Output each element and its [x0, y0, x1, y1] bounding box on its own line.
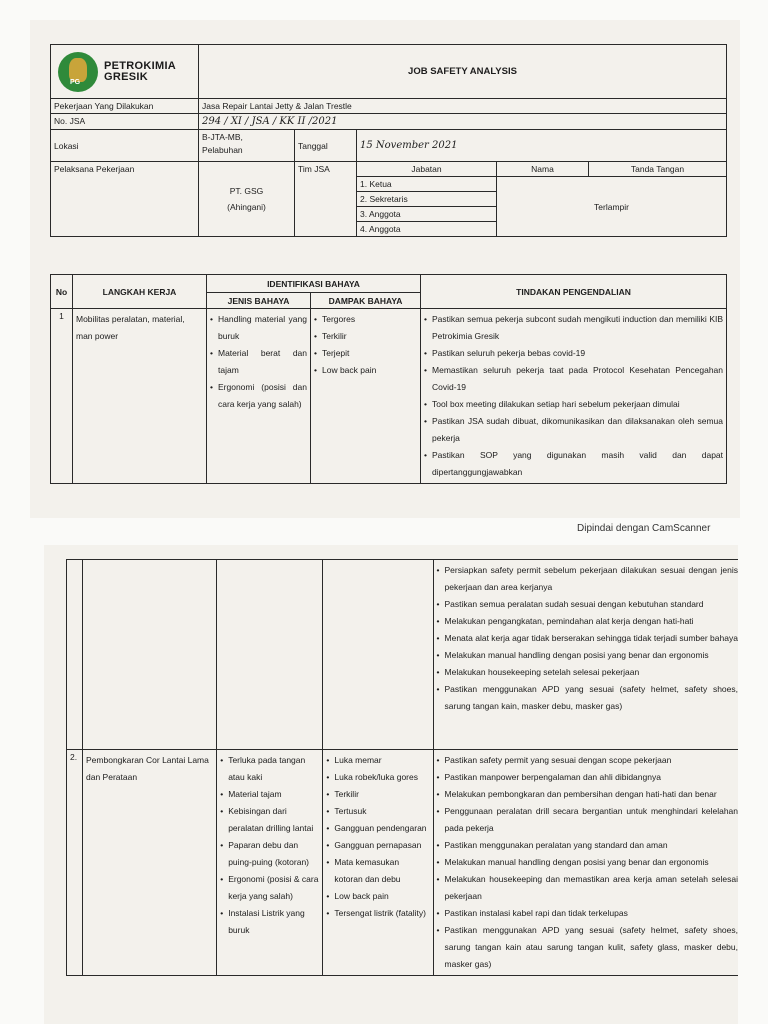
list-item: • Menata alat kerja agar tidak berserakan sehingga tidak terjadi sumber bahaya [437, 630, 738, 647]
terlampir-text: Terlampir [497, 177, 727, 237]
langkah-kerja: Mobilitas peralatan, material, man power [73, 309, 207, 484]
col-no-header: No [51, 275, 73, 309]
tindakan-cell [433, 750, 738, 976]
list-item: • Tergores [314, 311, 417, 328]
role-ketua: 1. Ketua [357, 177, 497, 192]
list-item: • Melakukan manual handling dengan posisi yang benar dan ergonomis [437, 854, 738, 871]
list-item: • Instalasi Listrik yang buruk [220, 905, 319, 939]
tindakan-cell [433, 560, 738, 750]
list-item: • Ergonomi (posisi & cara kerja yang salah) [220, 871, 319, 905]
table-row [67, 560, 739, 750]
document-title: JOB SAFETY ANALYSIS [199, 45, 727, 99]
list-item: • Pastikan instalasi kabel rapi dan tidak terkelupas [437, 905, 738, 922]
list-item: • Luka memar [326, 752, 429, 769]
list-item: • Pastikan seluruh pekerja bebas covid-19 [424, 345, 723, 362]
list-item: • Kebisingan dari peralatan drilling lantai [220, 803, 319, 837]
list-item: • Material berat dan tajam [210, 345, 307, 379]
col-dampak-header: DAMPAK BAHAYA [311, 293, 421, 309]
scanned-page-1 [30, 20, 740, 518]
list-item: • Melakukan housekeeping setelah selesai pekerjaan [437, 664, 738, 681]
list-item: • Ergonomi (posisi dan cara kerja yang salah) [210, 379, 307, 413]
jsa-steps-table-continued [66, 559, 738, 976]
list-item: • Gangguan pendengaran [326, 820, 429, 837]
list-item: • Persiapkan safety permit sebelum pekerjaan dilakukan sesuai dengan jenis pekerjaan dan area kerjanya [437, 562, 738, 596]
role-anggota-1: 3. Anggota [357, 207, 497, 222]
tanggal-label: Tanggal [295, 130, 357, 162]
tim-jsa-label: Tim JSA [295, 162, 357, 237]
list-item: • Low back pain [314, 362, 417, 379]
list-item: • Pastikan safety permit yang sesuai dengan scope pekerjaan [437, 752, 738, 769]
row-number: 2. [67, 750, 83, 976]
lokasi-value [199, 130, 295, 162]
lokasi-value-line2: Pelabuhan [202, 145, 243, 155]
list-item: • Pastikan manpower berpengalaman dan ahli dibidangnya [437, 769, 738, 786]
pelaksana-person: (Ahingani) [227, 202, 266, 212]
col-jenis-header: JENIS BAHAYA [207, 293, 311, 309]
pelaksana-label: Pelaksana Pekerjaan [51, 162, 199, 237]
list-item: • Pastikan semua pekerja subcont sudah mengikuti induction dan memiliki KIB Petrokimia Gresik [424, 311, 723, 345]
tanggal-value: 15 November 2021 [357, 130, 727, 162]
pekerjaan-label: Pekerjaan Yang Dilakukan [51, 99, 199, 114]
jabatan-header: Jabatan [357, 162, 497, 177]
list-item: • Pastikan SOP yang digunakan masih valid dan dapat dipertanggungjawabkan [424, 447, 723, 481]
list-item: • Memastikan seluruh pekerja taat pada Protocol Kesehatan Pencegahan Covid-19 [424, 362, 723, 396]
list-item: • Pastikan semua peralatan sudah sesuai dengan kebutuhan standard [437, 596, 738, 613]
col-langkah-header: LANGKAH KERJA [73, 275, 207, 309]
role-anggota-2: 4. Anggota [357, 222, 497, 237]
list-item: • Terjepit [314, 345, 417, 362]
lokasi-label: Lokasi [51, 130, 199, 162]
no-jsa-value: 294 / XI / JSA / KK II /2021 [199, 114, 727, 130]
list-item: • Terkilir [326, 786, 429, 803]
scanned-page-2 [44, 545, 738, 1024]
pelaksana-company: PT. GSG [229, 186, 264, 196]
jenis-bahaya-cell [217, 750, 323, 976]
list-item: • Pastikan menggunakan APD yang sesuai (safety helmet, safety shoes, sarung tangan kain atau sarung tangan kulit, safety glass, masker debu, masker gas) [437, 922, 738, 973]
dampak-bahaya-cell [323, 750, 433, 976]
jenis-bahaya-empty [217, 560, 323, 750]
table-row [51, 309, 727, 484]
list-item: • Melakukan housekeeping dan memastikan area kerja aman setelah selesai pekerjaan [437, 871, 738, 905]
nama-header: Nama [497, 162, 589, 177]
dampak-bahaya-cell [311, 309, 421, 484]
row-number: 1 [51, 309, 73, 484]
pelaksana-value [199, 162, 295, 237]
company-name-line1: PETROKIMIA [104, 59, 177, 72]
list-item: • Melakukan manual handling dengan posisi yang benar dan ergonomis [437, 647, 738, 664]
list-item: • Material tajam [220, 786, 319, 803]
col-tindakan-header: TINDAKAN PENGENDALIAN [421, 275, 727, 309]
list-item: • Terluka pada tangan atau kaki [220, 752, 319, 786]
company-name-line2: GRESIK [104, 70, 148, 83]
list-item: • Penggunaan peralatan drill secara bergantian untuk menghindari kelelahan pada pekerja [437, 803, 738, 837]
list-item: • Pastikan menggunakan APD yang sesuai (safety helmet, safety shoes, sarung tangan kain, masker debu, masker gas) [437, 681, 738, 715]
list-item: • Paparan debu dan puing-puing (kotoran) [220, 837, 319, 871]
list-item: • Tool box meeting dilakukan setiap hari sebelum pekerjaan dimulai [424, 396, 723, 413]
jsa-header-table [50, 44, 727, 237]
jsa-steps-table [50, 274, 727, 484]
list-item: • Pastikan JSA sudah dibuat, dikomunikasikan dan dilaksanakan oleh semua pekerja [424, 413, 723, 447]
role-sekretaris: 2. Sekretaris [357, 192, 497, 207]
list-item: • Low back pain [326, 888, 429, 905]
list-item: • Luka robek/luka gores [326, 769, 429, 786]
col-identifikasi-header: IDENTIFIKASI BAHAYA [207, 275, 421, 293]
pekerjaan-value: Jasa Repair Lantai Jetty & Jalan Trestle [199, 99, 727, 114]
list-item: • Mata kemasukan kotoran dan debu [326, 854, 429, 888]
lokasi-value-line1: B-JTA-MB, [202, 132, 243, 142]
logo-cell [51, 45, 199, 99]
langkah-kerja: Pembongkaran Cor Lantai Lama dan Perataan [83, 750, 217, 976]
tanda-tangan-header: Tanda Tangan [589, 162, 727, 177]
jenis-bahaya-cell [207, 309, 311, 484]
no-jsa-label: No. JSA [51, 114, 199, 130]
list-item: • Handling material yang buruk [210, 311, 307, 345]
dampak-bahaya-empty [323, 560, 433, 750]
petrokimia-logo-icon [58, 52, 98, 92]
list-item: • Terkilir [314, 328, 417, 345]
list-item: • Melakukan pengangkatan, pemindahan alat kerja dengan hati-hati [437, 613, 738, 630]
camscanner-footer: Dipindai dengan CamScanner [577, 523, 711, 534]
table-row [67, 750, 739, 976]
list-item: • Melakukan pembongkaran dan pembersihan dengan hati-hati dan benar [437, 786, 738, 803]
list-item: • Tertusuk [326, 803, 429, 820]
row-number-empty [67, 560, 83, 750]
tindakan-cell [421, 309, 727, 484]
list-item: • Pastikan menggunakan peralatan yang standard dan aman [437, 837, 738, 854]
langkah-kerja-empty [83, 560, 217, 750]
list-item: • Gangguan pernapasan [326, 837, 429, 854]
list-item: • Tersengat listrik (fatality) [326, 905, 429, 922]
